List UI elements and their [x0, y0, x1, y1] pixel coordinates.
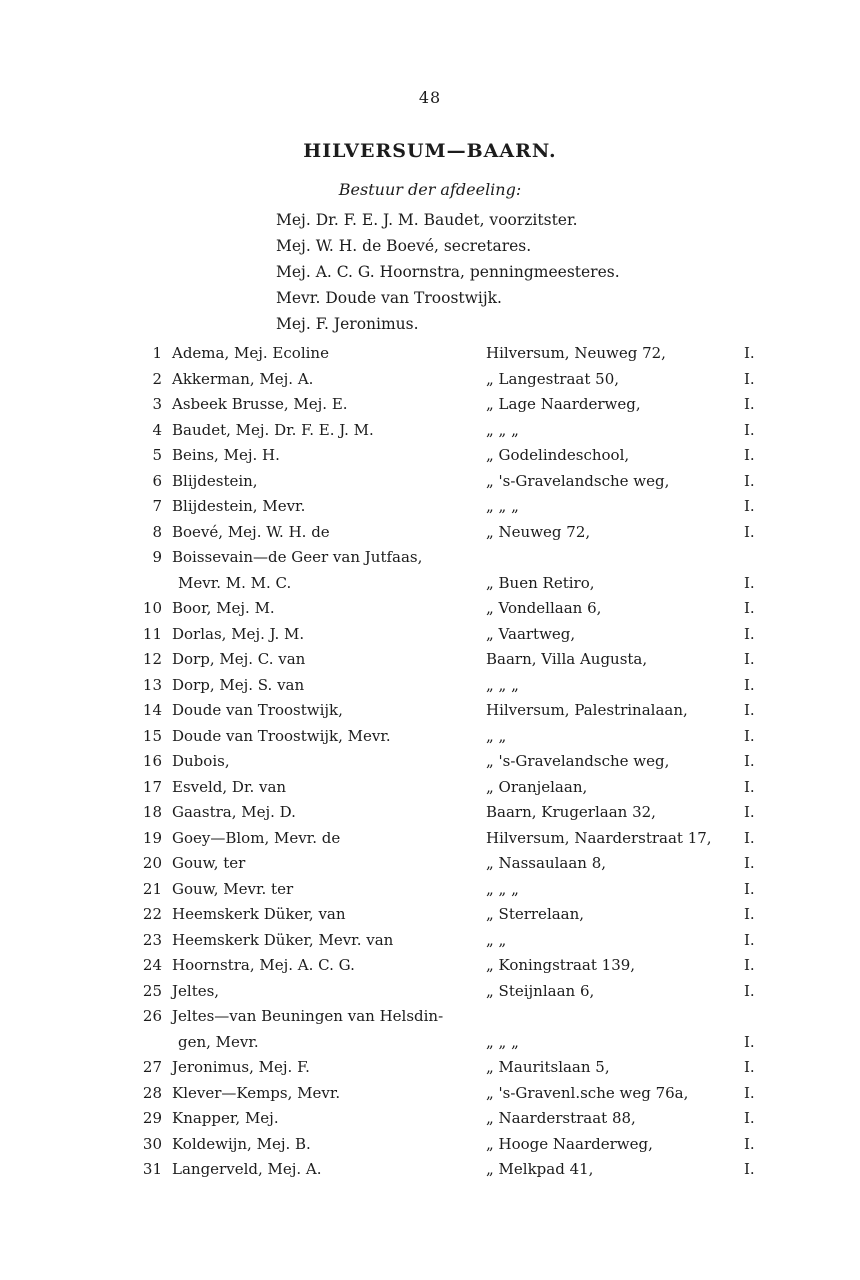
member-class: I.: [744, 956, 755, 974]
member-class: I.: [744, 446, 755, 464]
member-class: I.: [744, 803, 755, 821]
member-entry: [0, 494, 860, 520]
member-entry: [0, 392, 860, 418]
member-name: Boor, Mej. M.: [172, 599, 275, 617]
member-address: „ Naarderstraat 88,: [486, 1109, 636, 1127]
member-number: 15: [142, 726, 162, 745]
member-address: „ 's-Gravenl.sche weg 76a,: [486, 1083, 689, 1102]
member-class: I.: [744, 344, 755, 362]
member-name-continued: Mevr. M. M. C.: [178, 573, 292, 592]
member-entry: [0, 1055, 860, 1081]
member-class: I.: [744, 522, 755, 541]
member-class: I.: [744, 1109, 755, 1127]
member-address: „ „ „: [486, 675, 519, 694]
member-number: 7: [152, 497, 162, 515]
member-name: Dorp, Mej. S. van: [172, 675, 305, 694]
member-number: 13: [142, 675, 162, 694]
member-class: I.: [744, 854, 755, 872]
member-number: 21: [142, 879, 162, 898]
member-address: „ Langestraat 50,: [486, 369, 620, 388]
member-name: Heemskerk Düker, Mevr. van: [172, 930, 394, 949]
member-class: I.: [744, 395, 755, 413]
member-address: „ „: [486, 930, 507, 949]
member-class: I.: [744, 879, 755, 898]
member-name: Dorp, Mej. C. van: [172, 650, 306, 668]
member-name: Boevé, Mej. W. H. de: [172, 522, 330, 541]
member-class: I.: [744, 726, 755, 745]
member-entry: [0, 749, 860, 775]
member-class: I.: [744, 1058, 755, 1076]
member-number: 18: [142, 803, 162, 821]
member-name: Gouw, Mevr. ter: [172, 879, 294, 898]
member-entry: [0, 1132, 860, 1158]
member-entry: [0, 775, 860, 801]
board-member: Mej. W. H. de Boevé, secretares.: [276, 237, 532, 255]
member-address: „ „ „: [486, 497, 519, 515]
member-entry: [0, 902, 860, 928]
section-subtitle: Bestuur der afdeeling:: [338, 180, 522, 199]
member-class: I.: [744, 420, 755, 439]
member-number: 6: [152, 471, 162, 490]
member-address: Baarn, Villa Augusta,: [486, 650, 648, 668]
member-number: 4: [152, 420, 162, 439]
member-address: „ Godelindeschool,: [486, 446, 630, 464]
member-address: „ Vaartweg,: [486, 624, 576, 643]
member-name: Hoornstra, Mej. A. C. G.: [172, 956, 355, 974]
board-list: [276, 207, 620, 337]
member-entry: [0, 851, 860, 877]
member-entry: [0, 596, 860, 622]
member-name: Akkerman, Mej. A.: [172, 369, 314, 388]
member-class: I.: [744, 777, 755, 796]
member-address: „ 's-Gravelandsche weg,: [486, 752, 670, 770]
page-number: 48: [418, 88, 442, 107]
member-number: 27: [142, 1058, 162, 1076]
member-number: 23: [142, 930, 162, 949]
member-entry: [0, 877, 860, 903]
member-class: I.: [744, 675, 755, 694]
board-member: Mevr. Doude van Troostwijk.: [276, 289, 502, 307]
member-name: Baudet, Mej. Dr. F. E. J. M.: [172, 420, 374, 439]
member-entry: [0, 979, 860, 1005]
member-entry: [0, 469, 860, 495]
member-address: „ Melkpad 41,: [486, 1160, 594, 1178]
member-number: 5: [152, 446, 162, 464]
member-address: „ „ „: [486, 1032, 519, 1051]
member-number: 11: [142, 624, 162, 643]
member-number: 9: [152, 548, 162, 566]
member-number: 28: [142, 1083, 162, 1102]
member-entry: [0, 928, 860, 954]
member-entry: [0, 1157, 860, 1183]
board-member: Mej. F. Jeronimus.: [276, 315, 419, 333]
member-entry: [0, 341, 860, 367]
member-entry: [0, 826, 860, 852]
member-address: Baarn, Krugerlaan 32,: [486, 803, 656, 821]
member-entry: [0, 1106, 860, 1132]
member-number: 25: [142, 981, 162, 1000]
member-name: Gouw, ter: [172, 854, 246, 872]
member-entry: [0, 953, 860, 979]
member-entry: [0, 698, 860, 724]
member-name: Adema, Mej. Ecoline: [172, 344, 329, 362]
member-number: 8: [152, 522, 162, 541]
member-name: Klever—Kemps, Mevr.: [172, 1083, 341, 1102]
member-number: 29: [142, 1109, 162, 1127]
member-class: I.: [744, 701, 755, 719]
member-name: Knapper, Mej.: [172, 1109, 279, 1127]
member-class: I.: [744, 1160, 755, 1178]
member-class: I.: [744, 1032, 755, 1051]
member-name: Esveld, Dr. van: [172, 777, 287, 796]
member-class: I.: [744, 573, 755, 592]
member-class: I.: [744, 471, 755, 490]
member-number: 24: [142, 956, 162, 974]
member-name: Asbeek Brusse, Mej. E.: [172, 395, 348, 413]
member-number: 10: [142, 599, 162, 617]
member-name: Langerveld, Mej. A.: [172, 1160, 322, 1178]
member-class: I.: [744, 930, 755, 949]
member-address: „ „ „: [486, 420, 519, 439]
member-address: „ Steijnlaan 6,: [486, 981, 595, 1000]
board-member: Mej. Dr. F. E. J. M. Baudet, voorzitster.: [276, 211, 578, 229]
member-address: „ Vondellaan 6,: [486, 599, 602, 617]
member-name: Gaastra, Mej. D.: [172, 803, 296, 821]
member-entry: [0, 800, 860, 826]
member-name: Doude van Troostwijk,: [172, 701, 343, 719]
member-address: „ Nassaulaan 8,: [486, 854, 607, 872]
member-entry: [0, 545, 860, 596]
member-address: „ „: [486, 726, 507, 745]
member-entry: [0, 418, 860, 444]
member-name: Blijdestein,: [172, 471, 258, 490]
member-address: „ 's-Gravelandsche weg,: [486, 471, 670, 490]
member-address: Hilversum, Naarderstraat 17,: [486, 828, 712, 847]
member-class: I.: [744, 624, 755, 643]
member-entry: [0, 622, 860, 648]
member-number: 20: [142, 854, 162, 872]
member-address: „ „ „: [486, 879, 519, 898]
member-name: Doude van Troostwijk, Mevr.: [172, 726, 391, 745]
member-name: Heemskerk Düker, van: [172, 905, 346, 923]
member-class: I.: [744, 1083, 755, 1102]
member-number: 14: [142, 701, 162, 719]
member-name: Jeltes,: [172, 981, 220, 1000]
member-number: 19: [142, 828, 162, 847]
member-entry: [0, 673, 860, 699]
member-name: Beins, Mej. H.: [172, 446, 280, 464]
member-name: Dorlas, Mej. J. M.: [172, 624, 305, 643]
member-name-continued: gen, Mevr.: [178, 1032, 259, 1051]
page-title: HILVERSUM—BAARN.: [303, 140, 557, 162]
member-class: I.: [744, 828, 755, 847]
member-class: I.: [744, 752, 755, 770]
member-name: Boissevain—de Geer van Jutfaas,: [172, 548, 423, 566]
member-number: 17: [142, 777, 162, 796]
member-entry: [0, 367, 860, 393]
member-entry: [0, 1081, 860, 1107]
board-member: Mej. A. C. G. Hoornstra, penningmeesteres.: [276, 263, 620, 281]
member-class: I.: [744, 1134, 755, 1153]
member-entry: [0, 724, 860, 750]
member-class: I.: [744, 497, 755, 515]
member-address: „ Buen Retiro,: [486, 573, 595, 592]
member-entry: [0, 647, 860, 673]
member-address: Hilversum, Palestrinalaan,: [486, 701, 688, 719]
member-address: Hilversum, Neuweg 72,: [486, 344, 666, 362]
member-number: 22: [142, 905, 162, 923]
member-entry: [0, 1004, 860, 1055]
member-number: 1: [152, 344, 162, 362]
member-number: 31: [142, 1160, 162, 1178]
member-class: I.: [744, 981, 755, 1000]
member-list: [0, 341, 860, 1183]
member-number: 30: [142, 1134, 162, 1153]
member-class: I.: [744, 905, 755, 923]
member-name: Blijdestein, Mevr.: [172, 497, 306, 515]
member-name: Dubois,: [172, 752, 230, 770]
member-name: Goey—Blom, Mevr. de: [172, 828, 341, 847]
member-class: I.: [744, 650, 755, 668]
member-address: „ Sterrelaan,: [486, 905, 585, 923]
member-class: I.: [744, 369, 755, 388]
member-name: Jeronimus, Mej. F.: [172, 1058, 310, 1076]
member-number: 12: [142, 650, 162, 668]
member-address: „ Mauritslaan 5,: [486, 1058, 610, 1076]
member-entry: [0, 520, 860, 546]
member-address: „ Neuweg 72,: [486, 522, 591, 541]
member-entry: [0, 443, 860, 469]
member-address: „ Oranjelaan,: [486, 777, 588, 796]
member-name: Koldewijn, Mej. B.: [172, 1134, 311, 1153]
member-address: „ Lage Naarderweg,: [486, 395, 641, 413]
member-class: I.: [744, 599, 755, 617]
member-number: 16: [142, 752, 162, 770]
member-address: „ Koningstraat 139,: [486, 956, 636, 974]
member-number: 3: [152, 395, 162, 413]
member-address: „ Hooge Naarderweg,: [486, 1134, 653, 1153]
member-number: 26: [142, 1007, 162, 1025]
member-number: 2: [152, 369, 162, 388]
member-name: Jeltes—van Beuningen van Helsdin-: [172, 1007, 444, 1025]
